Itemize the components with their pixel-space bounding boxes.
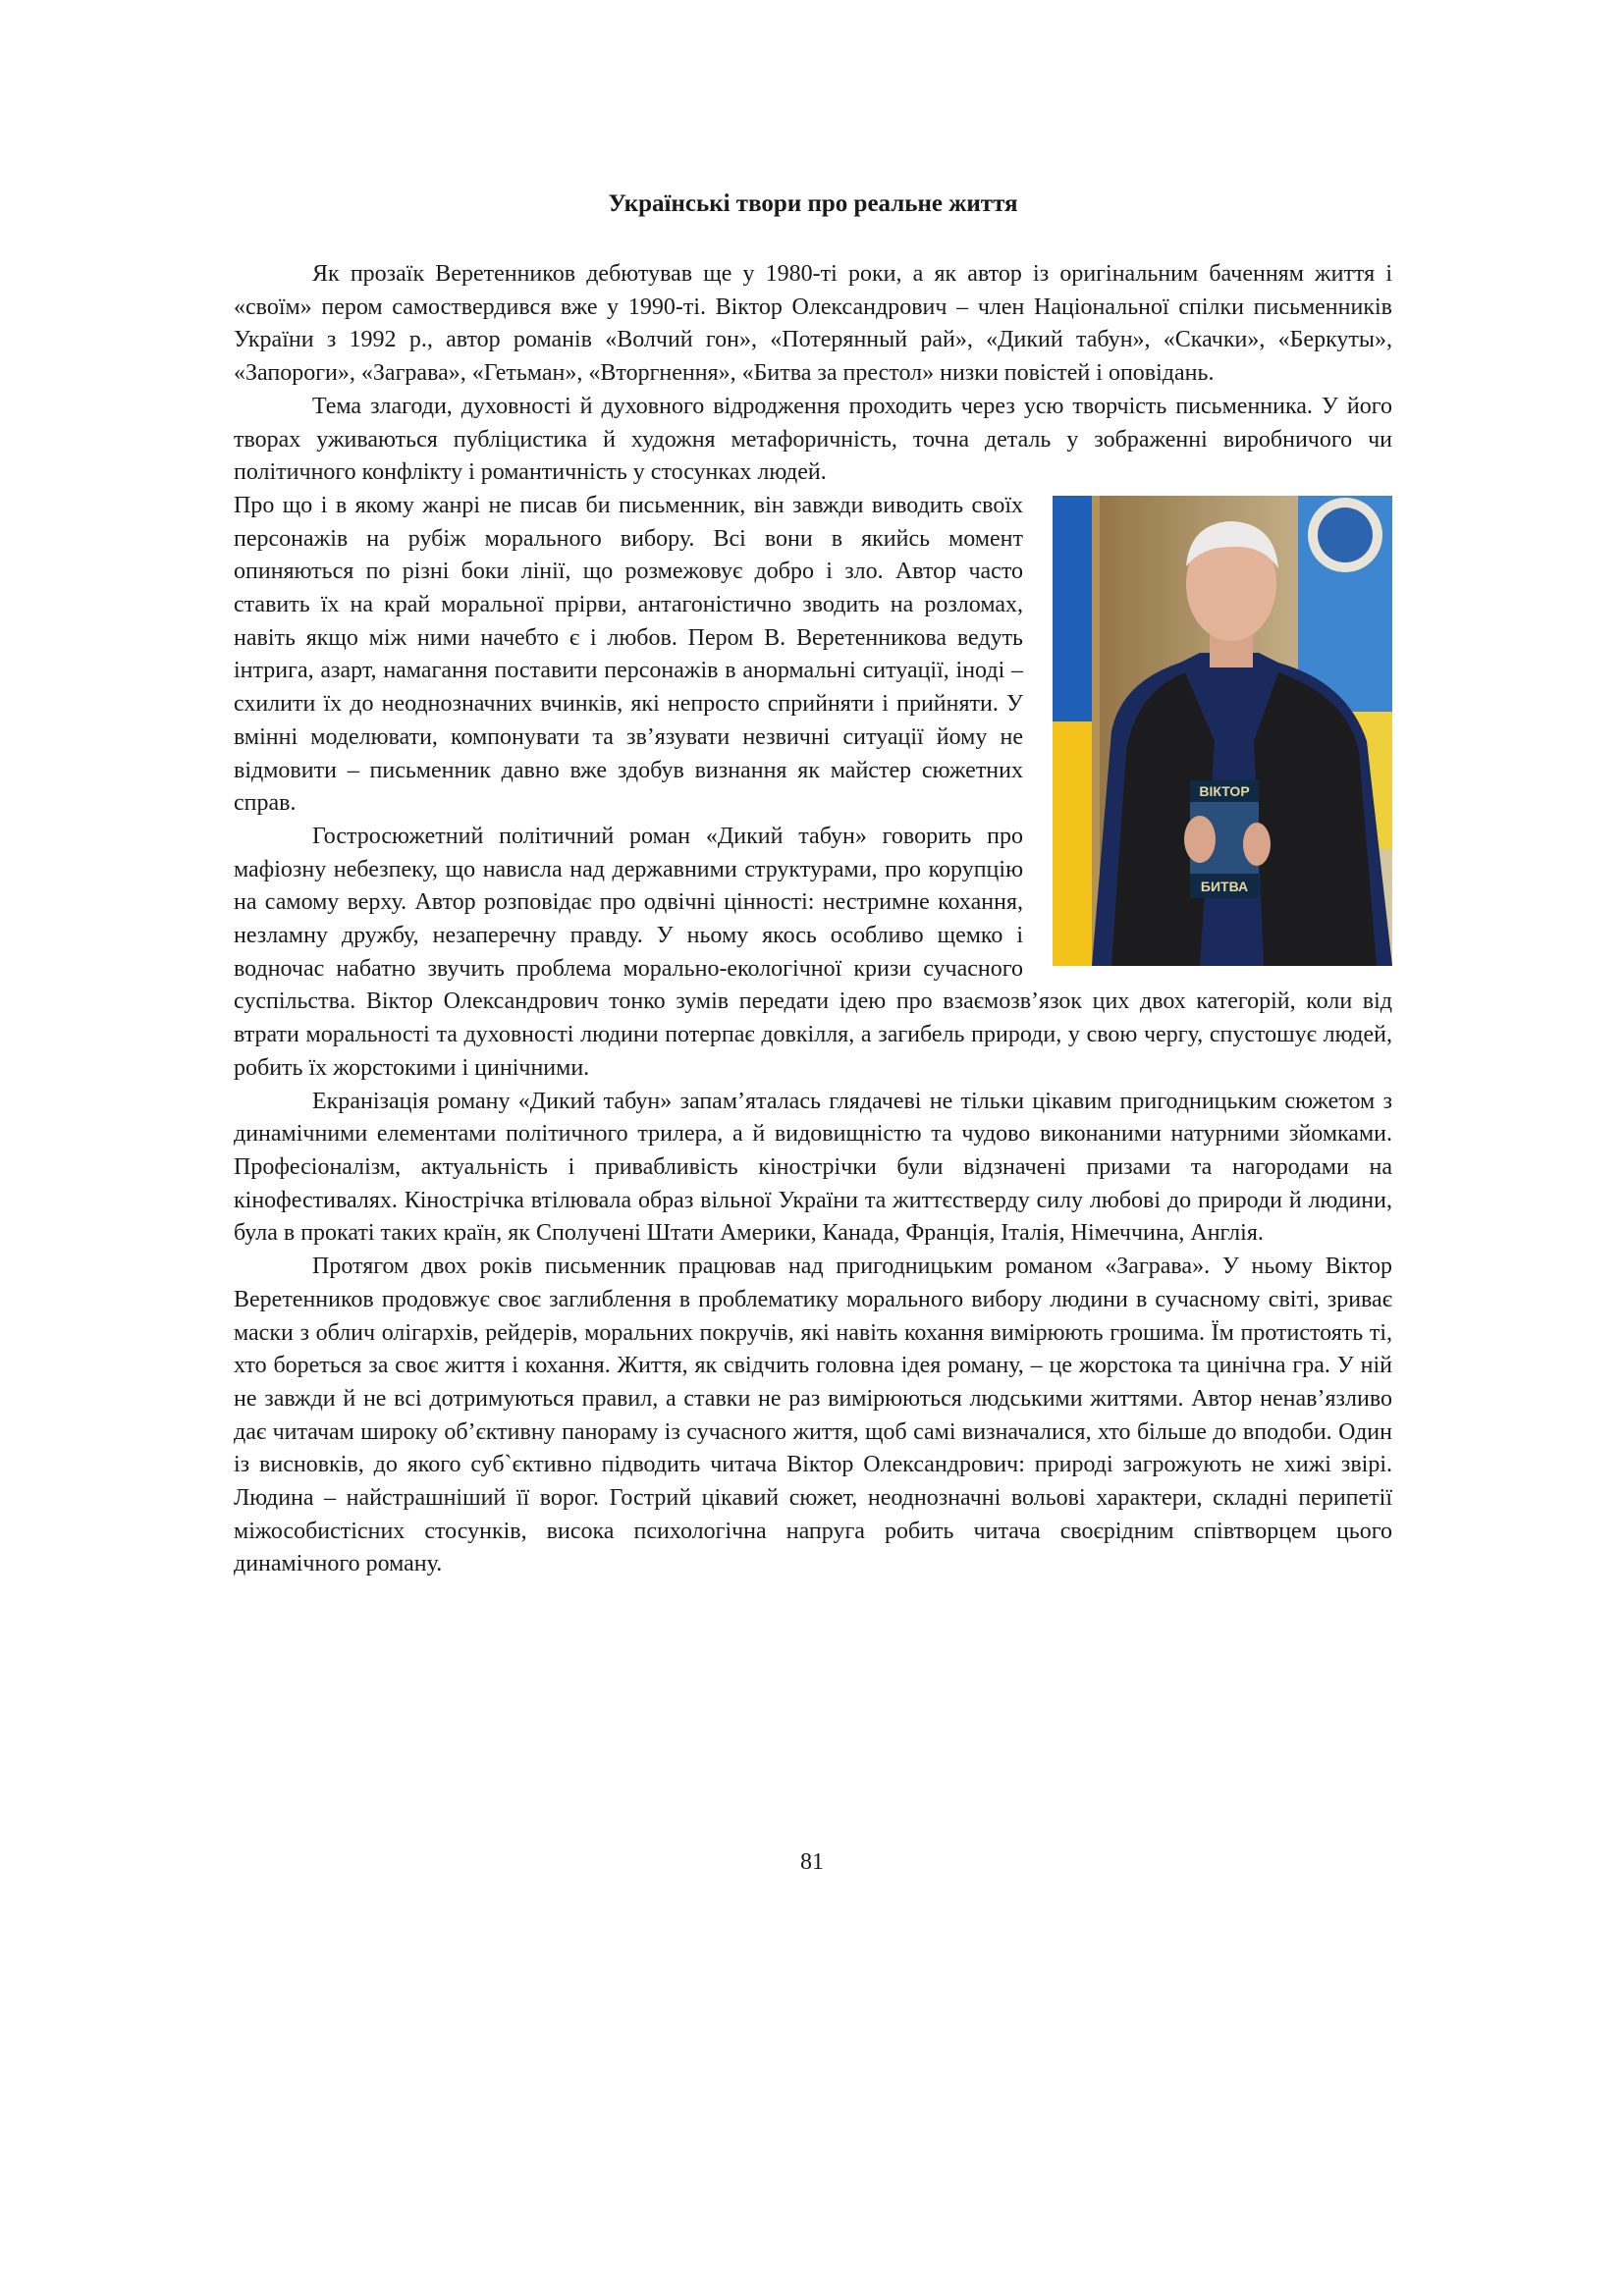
article-body <box>234 258 1392 1581</box>
page-number: 81 <box>800 1849 824 1875</box>
paragraph-5: Екранізація роману «Дикий табун» запам’яталась глядачеві не тільки цікавим пригодницьким сюжетом з динамічними елементами політичного трилера, а й видовищністю та чудово виконаними натурними зйомками. Професіоналізм, актуальність і привабливість кінострічки були відзначені призами та нагородами на кінофестивалях. Кінострічка втілювала образ вільної України та життєстверду силу любові до природи й людини, була в прокаті таких країн, як Сполучені Штати Америки, Канада, Франція, Італія, Німеччина, Англія. <box>234 1088 1392 1247</box>
paragraph-3: Про що і в якому жанрі не писав би письменник, він завжди виводить своїх персонажів на рубіж морального вибору. Всі вони в якийсь момент опиняються по різні боки лінії, що розмежовує добро і зло. Автор часто ставить їх на край моральної прірви, антагоністично зводить на розломах, навіть якщо між ними начебто є і любов. Пером В. Веретенникова ведуть інтрига, азарт, намагання поставити персонажів в анормальні ситуації, іноді – схилити їх до неоднозначних вчинків, які непросто сприйняти і прийняти. У вмінні моделювати, компонувати та зв’язувати незвичні ситуації йому не відмовити – письменник давно вже здобув визнання як майстер сюжетних справ. <box>234 492 1023 817</box>
paragraph-1: Як прозаїк Веретенников дебютував ще у 1980-ті роки, а як автор із оригінальним баченням життя і «своїм» пером самоствердився вже у 1990-ті. Віктор Олександрович – член Національної спілки письменників України з 1992 р., автор романів «Волчий гон», «Потерянный рай», «Дикий табун», «Скачки», «Беркуты», «Запороги», «Заграва», «Гетьман», «Вторгнення», «Битва за престол» низки повістей і оповідань. <box>234 261 1392 387</box>
paragraph-4: Гостросюжетний політичний роман «Дикий табун» говорить про мафіозну небезпеку, що нависла над державними структурами, про корупцію на самому верху. Автор розповідає про одвічні цінності: нестримне кохання, незламну дружбу, незаперечну правду. У ньому якось особливо щемко і водночас набатно звучить проблема морально-екологічної кризи сучасного суспільства. Віктор Олександрович тонко зумів передати ідею про взаємозв’язок цих двох категорій, коли від втрати моральності та духовності людини потерпає довкілля, а загибель природи, у свою чергу, спустошує людей, робить їх жорстокими і цинічними. <box>234 823 1392 1081</box>
author-photo <box>1053 496 1392 966</box>
book-title-bottom: БИТВА <box>1200 878 1249 894</box>
page-title: Українські твори про реальне життя <box>608 190 1018 217</box>
paragraph-2: Тема злагоди, духовності й духовного відродження проходить через усю творчість письменника. У його творах уживаються публіцистика й художня метафоричність, точна деталь у зображенні виробничого чи політичного конфлікту і романтичність у стосунках людей. <box>234 393 1392 486</box>
book-title-top: ВІКТОР <box>1199 782 1250 799</box>
paragraph-6: Протягом двох років письменник працював над пригодницьким романом «Заграва». У ньому Віктор Веретенников продовжує своє заглиблення в проблематику морального вибору людини в сучасному світі, зриває маски з облич олігархів, рейдерів, моральних покручів, які навіть кохання вимірюють грошима. Їм протистоять ті, хто бореться за своє життя і кохання. Життя, як свідчить головна ідея роману, – це жорстока та цинічна гра. У ній не завжди й не всі дотримуються правил, а ставки не раз вимірюються людськими життями. Автор ненав’язливо дає читачам широку об’єктивну панораму із сучасного життя, щоб самі визначалися, хто більше до вподоби. Один із висновків, до якого суб`єктивно підводить читача Віктор Олександрович: природі загрожують не хижі звірі. Людина – найстрашніший її ворог. Гострий цікавий сюжет, неоднозначні вольові характери, складні перипетії міжособистісних стосунків, висока психологічна напруга робить читача своєрідним співтворцем цього динамічного роману. <box>234 1254 1392 1577</box>
